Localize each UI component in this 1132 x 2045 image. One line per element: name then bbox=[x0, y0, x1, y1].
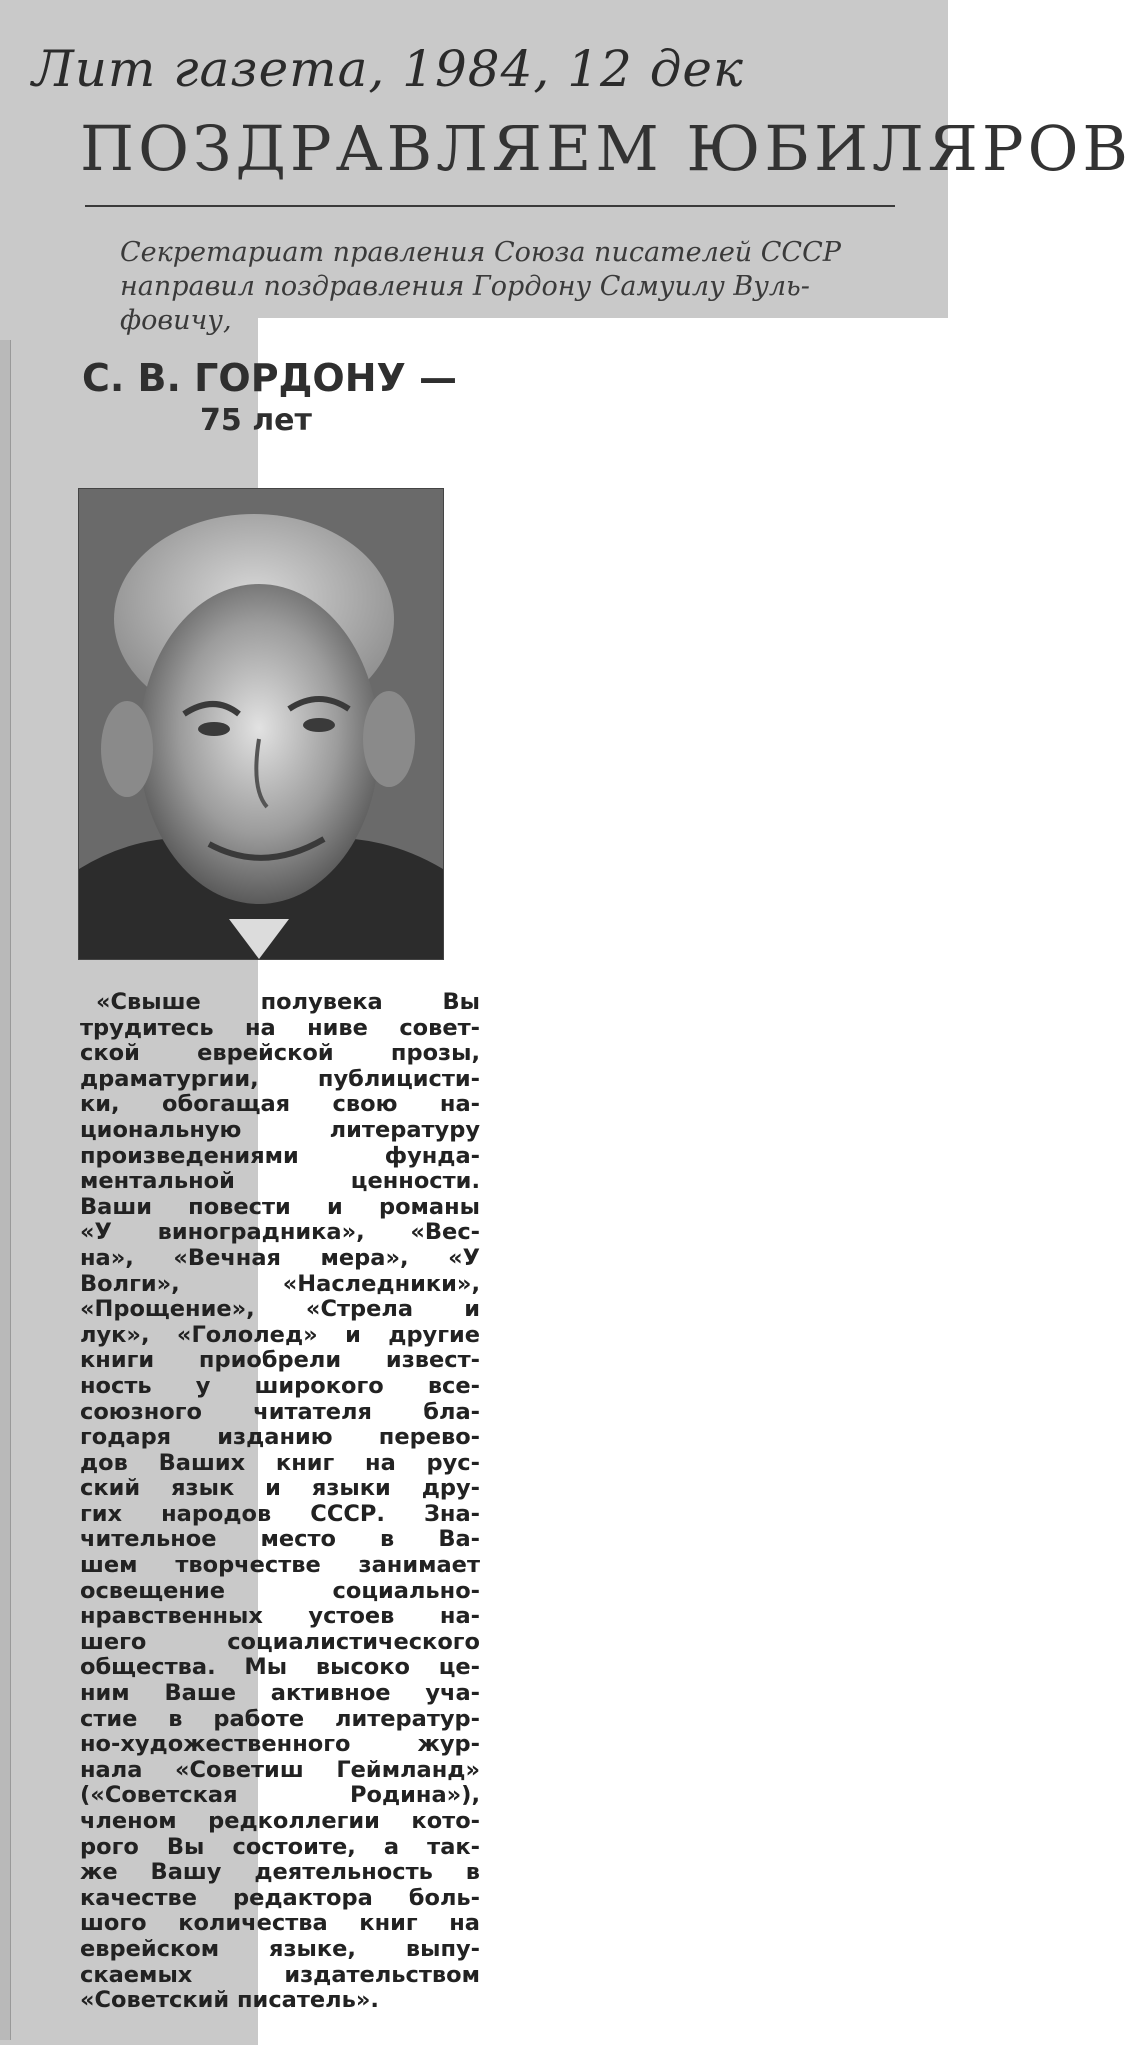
article-line: трудитесь на ниве совет- bbox=[80, 1014, 480, 1041]
adjacent-column-edge bbox=[0, 340, 11, 2040]
article-subtitle: 75 лет bbox=[200, 403, 312, 438]
article-line: членом редколлегии кото- bbox=[80, 1808, 480, 1834]
portrait-photo bbox=[78, 488, 444, 960]
handwritten-source-note: Лит газета, 1984, 12 дек bbox=[32, 40, 744, 98]
article-line: («Советская Родина»), bbox=[80, 1782, 480, 1809]
article-line: на», «Вечная мера», «У bbox=[80, 1244, 480, 1271]
article-line: «Советский писатель». bbox=[80, 1987, 379, 2014]
article-line: дов Ваших книг на рус- bbox=[80, 1449, 480, 1476]
article-line: драматургии, публицисти- bbox=[80, 1065, 480, 1092]
article-line: произведениями фунда- bbox=[80, 1142, 480, 1169]
article-line: шем творчестве занимает bbox=[80, 1552, 480, 1579]
article-line: «У виноградника», «Вес- bbox=[80, 1219, 480, 1246]
headline-divider bbox=[85, 205, 895, 207]
article-title: С. В. ГОРДОНУ — bbox=[82, 356, 458, 400]
article-line: шего социалистического bbox=[80, 1628, 480, 1655]
article-line: шого количества книг на bbox=[80, 1910, 480, 1937]
intro-line: направил поздравления Гордону Самуилу Вуль- bbox=[120, 271, 810, 302]
page-headline: ПОЗДРАВЛЯЕМ ЮБИЛЯРОВ bbox=[80, 112, 1132, 185]
article-line: же Вашу деятельность в bbox=[80, 1859, 480, 1886]
article-line: ской еврейской прозы, bbox=[80, 1040, 480, 1067]
article-line: общества. Мы высоко це- bbox=[80, 1654, 480, 1681]
article-line: союзного читателя бла- bbox=[80, 1398, 480, 1425]
article-line: рого Вы состоите, а так- bbox=[80, 1833, 480, 1860]
article-line: лук», «Гололед» и другие bbox=[80, 1321, 480, 1348]
article-line: гих народов СССР. Зна- bbox=[80, 1500, 480, 1527]
article-line: книги приобрели извест- bbox=[80, 1347, 480, 1374]
article-line: чительное место в Ва- bbox=[80, 1526, 480, 1553]
article-line: освещение социально- bbox=[80, 1577, 480, 1604]
intro-paragraph bbox=[120, 236, 940, 338]
article-line: ментальной ценности. bbox=[80, 1168, 480, 1195]
article-line: качестве редактора боль- bbox=[80, 1884, 480, 1911]
article-line: циональную литературу bbox=[80, 1116, 480, 1143]
article-line: ский язык и языки дру- bbox=[80, 1475, 480, 1502]
article-line: «Прощение», «Стрела и bbox=[80, 1296, 480, 1323]
article-line: годаря изданию перево- bbox=[80, 1424, 480, 1451]
article-line: Волги», «Наследники», bbox=[80, 1270, 480, 1297]
article-line: нравственных устоев на- bbox=[80, 1603, 480, 1630]
article-line: Ваши повести и романы bbox=[80, 1193, 480, 1220]
intro-line: Секретариат правления Союза писателей СССР bbox=[120, 237, 841, 268]
article-line: ки, обогащая свою на- bbox=[80, 1091, 480, 1118]
intro-line: фовичу, bbox=[120, 305, 232, 336]
article-line: еврейском языке, выпу- bbox=[80, 1935, 480, 1962]
article-body bbox=[80, 990, 480, 2014]
article-line: нала «Советиш Геймланд» bbox=[80, 1756, 480, 1783]
article-line: но-художественного жур- bbox=[80, 1731, 480, 1758]
article-line: ность у широкого все- bbox=[80, 1372, 480, 1399]
article-line: скаемых издательством bbox=[80, 1961, 480, 1988]
portrait-illustration bbox=[79, 489, 443, 959]
article-line: ним Ваше активное уча- bbox=[80, 1680, 480, 1707]
article-line: стие в работе литератур- bbox=[80, 1705, 480, 1732]
article-line: «Свыше полувека Вы bbox=[96, 989, 480, 1015]
